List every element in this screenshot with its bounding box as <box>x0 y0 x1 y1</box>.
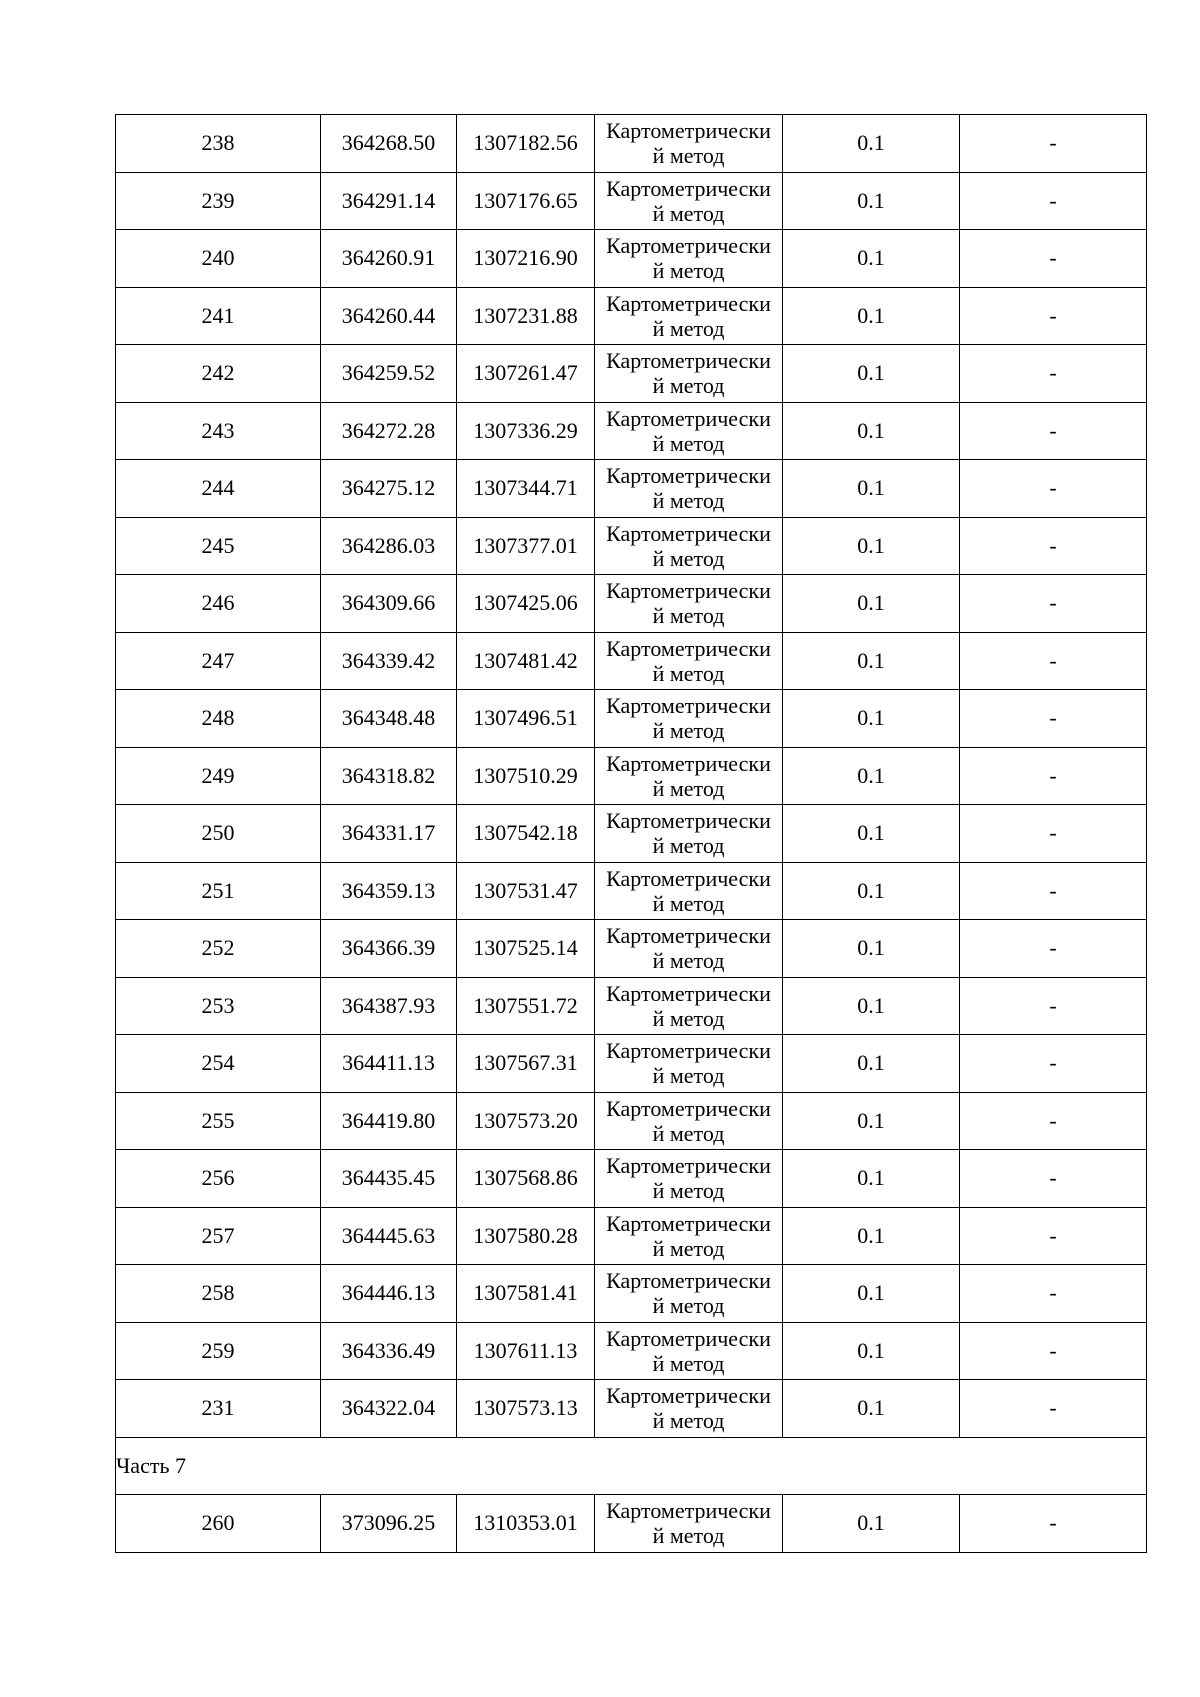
method-line-1: Картометрически <box>606 175 771 201</box>
accuracy-cell: 0.1 <box>783 460 960 518</box>
method-cell <box>595 1265 783 1323</box>
method-line-2: й метод <box>652 660 725 686</box>
y-coordinate-cell: 1307581.41 <box>457 1265 595 1323</box>
table-row <box>116 287 1147 345</box>
method-cell <box>595 287 783 345</box>
method-line-2: й метод <box>652 890 725 916</box>
y-coordinate-cell: 1307510.29 <box>457 747 595 805</box>
accuracy-cell: 0.1 <box>783 1380 960 1438</box>
x-coordinate-cell: 364387.93 <box>321 977 457 1035</box>
table-row <box>116 1035 1147 1093</box>
table-row <box>116 230 1147 288</box>
point-number-cell: 241 <box>116 287 321 345</box>
point-number-cell: 246 <box>116 575 321 633</box>
table-row <box>116 805 1147 863</box>
method-cell <box>595 1150 783 1208</box>
point-number-cell: 258 <box>116 1265 321 1323</box>
accuracy-cell: 0.1 <box>783 1495 960 1553</box>
y-coordinate-cell: 1307261.47 <box>457 345 595 403</box>
method-line-2: й метод <box>652 1120 725 1146</box>
y-coordinate-cell: 1307525.14 <box>457 920 595 978</box>
y-coordinate-cell: 1307573.13 <box>457 1380 595 1438</box>
method-cell <box>595 115 783 173</box>
formula-cell: - <box>960 1265 1147 1323</box>
point-number-cell: 238 <box>116 115 321 173</box>
method-cell <box>595 230 783 288</box>
method-line-1: Картометрически <box>606 635 771 661</box>
table-row <box>116 1380 1147 1438</box>
method-line-1: Картометрически <box>606 865 771 891</box>
formula-cell: - <box>960 1207 1147 1265</box>
table-row <box>116 115 1147 173</box>
method-line-2: й метод <box>652 315 725 341</box>
method-line-2: й метод <box>652 1063 725 1089</box>
x-coordinate-cell: 364322.04 <box>321 1380 457 1438</box>
method-cell <box>595 172 783 230</box>
x-coordinate-cell: 364286.03 <box>321 517 457 575</box>
method-line-2: й метод <box>652 1005 725 1031</box>
method-line-1: Картометрически <box>606 1038 771 1064</box>
table-row <box>116 632 1147 690</box>
formula-cell: - <box>960 460 1147 518</box>
table-row <box>116 517 1147 575</box>
table-row <box>116 345 1147 403</box>
point-number-cell: 231 <box>116 1380 321 1438</box>
method-line-2: й метод <box>652 258 725 284</box>
method-cell <box>595 1035 783 1093</box>
point-number-cell: 257 <box>116 1207 321 1265</box>
method-line-2: й метод <box>652 1293 725 1319</box>
x-coordinate-cell: 364359.13 <box>321 862 457 920</box>
y-coordinate-cell: 1307425.06 <box>457 575 595 633</box>
x-coordinate-cell: 364275.12 <box>321 460 457 518</box>
accuracy-cell: 0.1 <box>783 1265 960 1323</box>
method-line-1: Картометрически <box>606 1383 771 1409</box>
method-line-2: й метод <box>652 1350 725 1376</box>
y-coordinate-cell: 1307567.31 <box>457 1035 595 1093</box>
method-line-1: Картометрически <box>606 348 771 374</box>
y-coordinate-cell: 1307176.65 <box>457 172 595 230</box>
formula-cell: - <box>960 632 1147 690</box>
table-row <box>116 920 1147 978</box>
point-number-cell: 243 <box>116 402 321 460</box>
accuracy-cell: 0.1 <box>783 920 960 978</box>
formula-cell: - <box>960 517 1147 575</box>
accuracy-cell: 0.1 <box>783 287 960 345</box>
method-line-2: й метод <box>652 1178 725 1204</box>
method-line-1: Картометрически <box>606 1268 771 1294</box>
accuracy-cell: 0.1 <box>783 862 960 920</box>
y-coordinate-cell: 1307377.01 <box>457 517 595 575</box>
method-line-2: й метод <box>652 488 725 514</box>
x-coordinate-cell: 364268.50 <box>321 115 457 173</box>
method-line-2: й метод <box>652 1235 725 1261</box>
table-row <box>116 862 1147 920</box>
method-line-2: й метод <box>652 948 725 974</box>
method-line-2: й метод <box>652 545 725 571</box>
method-cell <box>595 345 783 403</box>
method-line-1: Картометрически <box>606 923 771 949</box>
y-coordinate-cell: 1307481.42 <box>457 632 595 690</box>
section-header-body <box>116 1437 1147 1495</box>
point-number-cell: 242 <box>116 345 321 403</box>
table-row <box>116 690 1147 748</box>
point-number-cell: 244 <box>116 460 321 518</box>
formula-cell: - <box>960 862 1147 920</box>
x-coordinate-cell: 364272.28 <box>321 402 457 460</box>
method-line-1: Картометрически <box>606 405 771 431</box>
method-line-2: й метод <box>652 1523 725 1549</box>
point-number-cell: 260 <box>116 1495 321 1553</box>
point-number-cell: 247 <box>116 632 321 690</box>
formula-cell: - <box>960 1150 1147 1208</box>
method-cell <box>595 920 783 978</box>
method-cell <box>595 1380 783 1438</box>
x-coordinate-cell: 364435.45 <box>321 1150 457 1208</box>
x-coordinate-cell: 364366.39 <box>321 920 457 978</box>
formula-cell: - <box>960 1092 1147 1150</box>
coordinates-table <box>115 114 1147 1553</box>
table-row <box>116 1495 1147 1553</box>
method-line-1: Картометрически <box>606 118 771 144</box>
formula-cell: - <box>960 230 1147 288</box>
method-cell <box>595 402 783 460</box>
accuracy-cell: 0.1 <box>783 575 960 633</box>
accuracy-cell: 0.1 <box>783 1092 960 1150</box>
y-coordinate-cell: 1310353.01 <box>457 1495 595 1553</box>
section-header-row <box>116 1437 1147 1495</box>
table-row <box>116 1092 1147 1150</box>
x-coordinate-cell: 364445.63 <box>321 1207 457 1265</box>
accuracy-cell: 0.1 <box>783 402 960 460</box>
formula-cell: - <box>960 1322 1147 1380</box>
x-coordinate-cell: 364259.52 <box>321 345 457 403</box>
method-line-1: Картометрически <box>606 693 771 719</box>
method-line-1: Картометрически <box>606 1498 771 1524</box>
method-line-2: й метод <box>652 373 725 399</box>
formula-cell: - <box>960 977 1147 1035</box>
method-cell <box>595 1207 783 1265</box>
x-coordinate-cell: 364291.14 <box>321 172 457 230</box>
method-line-1: Картометрически <box>606 750 771 776</box>
point-number-cell: 255 <box>116 1092 321 1150</box>
method-cell <box>595 805 783 863</box>
point-number-cell: 252 <box>116 920 321 978</box>
method-cell <box>595 862 783 920</box>
method-cell <box>595 632 783 690</box>
table-row <box>116 1207 1147 1265</box>
formula-cell: - <box>960 690 1147 748</box>
x-coordinate-cell: 364419.80 <box>321 1092 457 1150</box>
method-cell <box>595 747 783 805</box>
formula-cell: - <box>960 747 1147 805</box>
y-coordinate-cell: 1307496.51 <box>457 690 595 748</box>
section-table-body <box>116 1495 1147 1553</box>
formula-cell: - <box>960 345 1147 403</box>
accuracy-cell: 0.1 <box>783 1207 960 1265</box>
accuracy-cell: 0.1 <box>783 172 960 230</box>
x-coordinate-cell: 364260.91 <box>321 230 457 288</box>
method-line-1: Картометрически <box>606 808 771 834</box>
x-coordinate-cell: 364318.82 <box>321 747 457 805</box>
table-row <box>116 747 1147 805</box>
point-number-cell: 240 <box>116 230 321 288</box>
x-coordinate-cell: 364348.48 <box>321 690 457 748</box>
accuracy-cell: 0.1 <box>783 1035 960 1093</box>
method-line-1: Картометрически <box>606 520 771 546</box>
x-coordinate-cell: 364336.49 <box>321 1322 457 1380</box>
point-number-cell: 254 <box>116 1035 321 1093</box>
method-cell <box>595 977 783 1035</box>
formula-cell: - <box>960 1495 1147 1553</box>
x-coordinate-cell: 364331.17 <box>321 805 457 863</box>
accuracy-cell: 0.1 <box>783 805 960 863</box>
method-line-1: Картометрически <box>606 1095 771 1121</box>
point-number-cell: 250 <box>116 805 321 863</box>
accuracy-cell: 0.1 <box>783 1322 960 1380</box>
method-cell <box>595 460 783 518</box>
formula-cell: - <box>960 1035 1147 1093</box>
y-coordinate-cell: 1307344.71 <box>457 460 595 518</box>
accuracy-cell: 0.1 <box>783 115 960 173</box>
method-cell <box>595 690 783 748</box>
method-line-2: й метод <box>652 200 725 226</box>
x-coordinate-cell: 364260.44 <box>321 287 457 345</box>
accuracy-cell: 0.1 <box>783 517 960 575</box>
formula-cell: - <box>960 920 1147 978</box>
method-cell <box>595 1495 783 1553</box>
x-coordinate-cell: 373096.25 <box>321 1495 457 1553</box>
method-line-2: й метод <box>652 603 725 629</box>
point-number-cell: 249 <box>116 747 321 805</box>
accuracy-cell: 0.1 <box>783 690 960 748</box>
accuracy-cell: 0.1 <box>783 977 960 1035</box>
y-coordinate-cell: 1307568.86 <box>457 1150 595 1208</box>
table-row <box>116 1322 1147 1380</box>
method-line-2: й метод <box>652 833 725 859</box>
y-coordinate-cell: 1307216.90 <box>457 230 595 288</box>
point-number-cell: 245 <box>116 517 321 575</box>
formula-cell: - <box>960 805 1147 863</box>
table-row <box>116 460 1147 518</box>
method-line-2: й метод <box>652 1408 725 1434</box>
y-coordinate-cell: 1307573.20 <box>457 1092 595 1150</box>
method-line-2: й метод <box>652 143 725 169</box>
x-coordinate-cell: 364446.13 <box>321 1265 457 1323</box>
accuracy-cell: 0.1 <box>783 632 960 690</box>
method-cell <box>595 1092 783 1150</box>
y-coordinate-cell: 1307182.56 <box>457 115 595 173</box>
y-coordinate-cell: 1307231.88 <box>457 287 595 345</box>
table-body <box>116 115 1147 1438</box>
method-line-2: й метод <box>652 775 725 801</box>
method-line-1: Картометрически <box>606 290 771 316</box>
method-cell <box>595 517 783 575</box>
table-row <box>116 977 1147 1035</box>
point-number-cell: 256 <box>116 1150 321 1208</box>
method-cell <box>595 1322 783 1380</box>
point-number-cell: 253 <box>116 977 321 1035</box>
point-number-cell: 251 <box>116 862 321 920</box>
table-row <box>116 1265 1147 1323</box>
table-row <box>116 575 1147 633</box>
accuracy-cell: 0.1 <box>783 747 960 805</box>
point-number-cell: 239 <box>116 172 321 230</box>
y-coordinate-cell: 1307542.18 <box>457 805 595 863</box>
y-coordinate-cell: 1307611.13 <box>457 1322 595 1380</box>
y-coordinate-cell: 1307531.47 <box>457 862 595 920</box>
y-coordinate-cell: 1307580.28 <box>457 1207 595 1265</box>
formula-cell: - <box>960 402 1147 460</box>
accuracy-cell: 0.1 <box>783 230 960 288</box>
formula-cell: - <box>960 1380 1147 1438</box>
method-cell <box>595 575 783 633</box>
method-line-1: Картометрически <box>606 463 771 489</box>
method-line-2: й метод <box>652 430 725 456</box>
method-line-1: Картометрически <box>606 1325 771 1351</box>
formula-cell: - <box>960 287 1147 345</box>
accuracy-cell: 0.1 <box>783 345 960 403</box>
accuracy-cell: 0.1 <box>783 1150 960 1208</box>
table-row <box>116 1150 1147 1208</box>
method-line-1: Картометрически <box>606 980 771 1006</box>
point-number-cell: 259 <box>116 1322 321 1380</box>
x-coordinate-cell: 364411.13 <box>321 1035 457 1093</box>
method-line-1: Картометрически <box>606 578 771 604</box>
table-row <box>116 402 1147 460</box>
y-coordinate-cell: 1307551.72 <box>457 977 595 1035</box>
method-line-2: й метод <box>652 718 725 744</box>
method-line-1: Картометрически <box>606 1153 771 1179</box>
table-row <box>116 172 1147 230</box>
point-number-cell: 248 <box>116 690 321 748</box>
x-coordinate-cell: 364339.42 <box>321 632 457 690</box>
formula-cell: - <box>960 575 1147 633</box>
y-coordinate-cell: 1307336.29 <box>457 402 595 460</box>
method-line-1: Картометрически <box>606 1210 771 1236</box>
x-coordinate-cell: 364309.66 <box>321 575 457 633</box>
formula-cell: - <box>960 115 1147 173</box>
method-line-1: Картометрически <box>606 233 771 259</box>
formula-cell: - <box>960 172 1147 230</box>
section-label: Часть 7 <box>116 1437 1147 1495</box>
